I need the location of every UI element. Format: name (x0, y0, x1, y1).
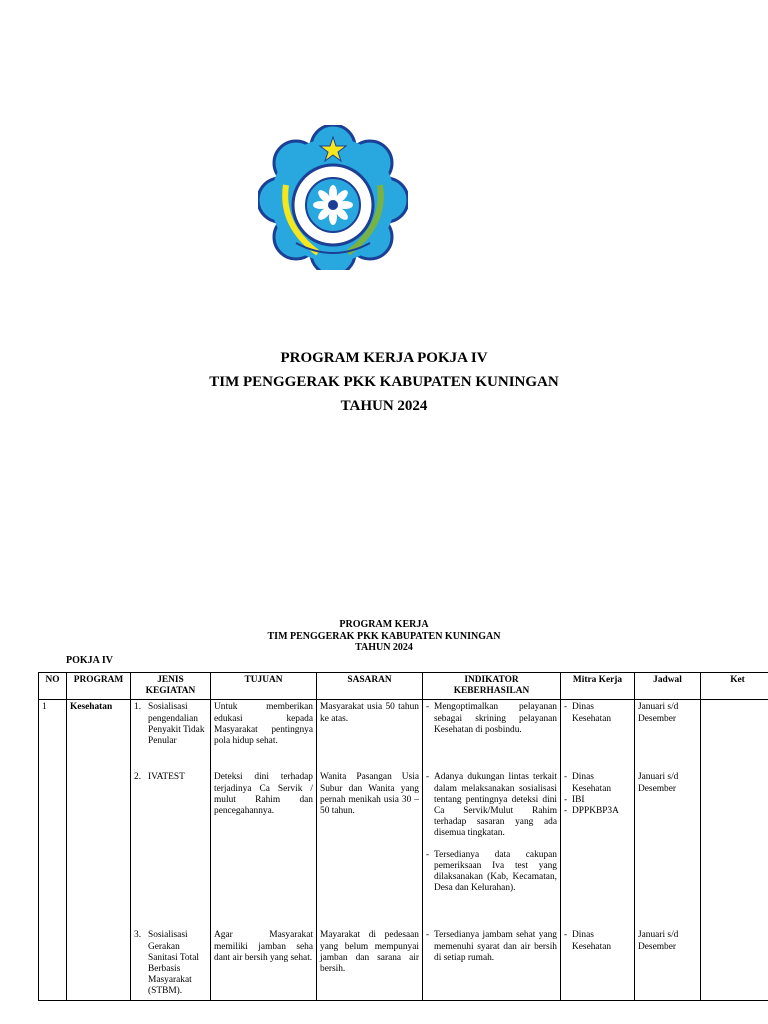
pokja-label: POKJA IV (66, 655, 113, 666)
pkk-emblem (258, 125, 408, 270)
section-title-line-2: TIM PENGGERAK PKK KABUPATEN KUNINGAN (267, 630, 501, 642)
jadwal-item-3: Januari s/d Desember (638, 930, 679, 952)
cell-ket (701, 700, 768, 1000)
header-ket: Ket (701, 673, 768, 700)
indikator-group-2 (426, 772, 557, 922)
kegiatan-item-3: 3. Sosialisasi Gerakan Sanitasi Total Berbasis Masyarakat (STBM). (134, 930, 199, 997)
sasaran-item-3: Mayarakat di pedesaan yang belum mempunyai jamban dan sarana air bersih. (320, 930, 419, 975)
cover-title-line-2: TIM PENGGERAK PKK KABUPATEN KUNINGAN (209, 374, 559, 390)
cell-sasaran (317, 700, 423, 1000)
table-row (39, 700, 768, 1000)
mitra-item: - Dinas Kesehatan (564, 772, 612, 794)
tujuan-item-3: Agar Masyarakat memiliki jamban seha dant air bersih yang sehat. (214, 930, 313, 963)
mitra-group-1 (564, 702, 631, 764)
tujuan-item-2: Deteksi dini terhadap terjadinya Ca Servik / mulut Rahim dan pencegahannya. (214, 772, 313, 817)
indikator-item: - Tersedianya data cakupan pemeriksaan Iva test yang dilaksanakan (Kab, Kecamatan, Desa dan Kelurahan). (426, 849, 557, 894)
cell-mitra-kerja (561, 700, 635, 1000)
cover-title-line-3: TAHUN 2024 (340, 398, 428, 414)
cell-program: Kesehatan (67, 700, 131, 1000)
indikator-group-1 (426, 702, 557, 764)
indikator-item: - Mengoptimalkan pelayanan sebagai skrining pelayanan Kesehatan di posbindu. (426, 702, 557, 735)
cell-no: 1 (39, 700, 67, 1000)
section-title-line-1: PROGRAM KERJA (339, 619, 429, 630)
cover-title-line-1: PROGRAM KERJA POKJA IV (280, 350, 488, 366)
header-indikator: INDIKATOR KEBERHASILAN (423, 673, 561, 700)
section-title-line-3: TAHUN 2024 (355, 642, 413, 653)
sasaran-item-1: Masyarakat usia 50 tahun ke atas. (320, 702, 419, 724)
mitra-item: - IBI (564, 794, 585, 805)
tujuan-item-1: Untuk memberikan edukasi kepada Masyarakat pentingnya pola hidup sehat. (214, 702, 313, 747)
header-program: PROGRAM (67, 673, 131, 700)
header-mitra-kerja: Mitra Kerja (561, 673, 635, 700)
indikator-item: - Tersedianya jambam sehat yang memenuhi syarat dan air bersih di setiap rumah. (426, 930, 557, 963)
jadwal-item-2: Januari s/d Desember (638, 772, 679, 794)
sasaran-item-2: Wanita Pasangan Usia Subur dan Wanita yang pernah menikah usia 30 – 50 tahun. (320, 772, 419, 817)
cell-jadwal (635, 700, 701, 1000)
section-title (0, 619, 768, 654)
header-tujuan: TUJUAN (211, 673, 317, 700)
cell-tujuan (211, 700, 317, 1000)
jadwal-item-1: Januari s/d Desember (638, 702, 679, 724)
pkk-logo (258, 125, 408, 270)
mitra-group-2 (564, 772, 631, 922)
mitra-item: - Dinas Kesehatan (564, 930, 612, 952)
mitra-group-3 (564, 930, 631, 952)
program-table (38, 672, 768, 1001)
mitra-item: - Dinas Kesehatan (564, 702, 612, 724)
header-jadwal: Jadwal (635, 673, 701, 700)
table-header-row (39, 673, 768, 700)
header-jenis-kegiatan: JENIS KEGIATAN (131, 673, 211, 700)
mitra-item: - DPPKBP3A (564, 806, 619, 817)
header-sasaran: SASARAN (317, 673, 423, 700)
header-no: NO (39, 673, 67, 700)
kegiatan-item-1: 1. Sosialisasi pengendalian Penyakit Tidak Penular (134, 702, 205, 747)
kegiatan-item-2: 2. IVATEST (134, 772, 185, 783)
cell-indikator (423, 700, 561, 1000)
cell-jenis-kegiatan (131, 700, 211, 1000)
indikator-group-3 (426, 930, 557, 964)
indikator-item: - Adanya dukungan lintas terkait dalam melaksanakan sosialisasi tentang pentingnya deteksi dini Ca Servik/Mulut Rahim terhadap sasaran yang ada disemua tingkatan. (426, 772, 557, 839)
